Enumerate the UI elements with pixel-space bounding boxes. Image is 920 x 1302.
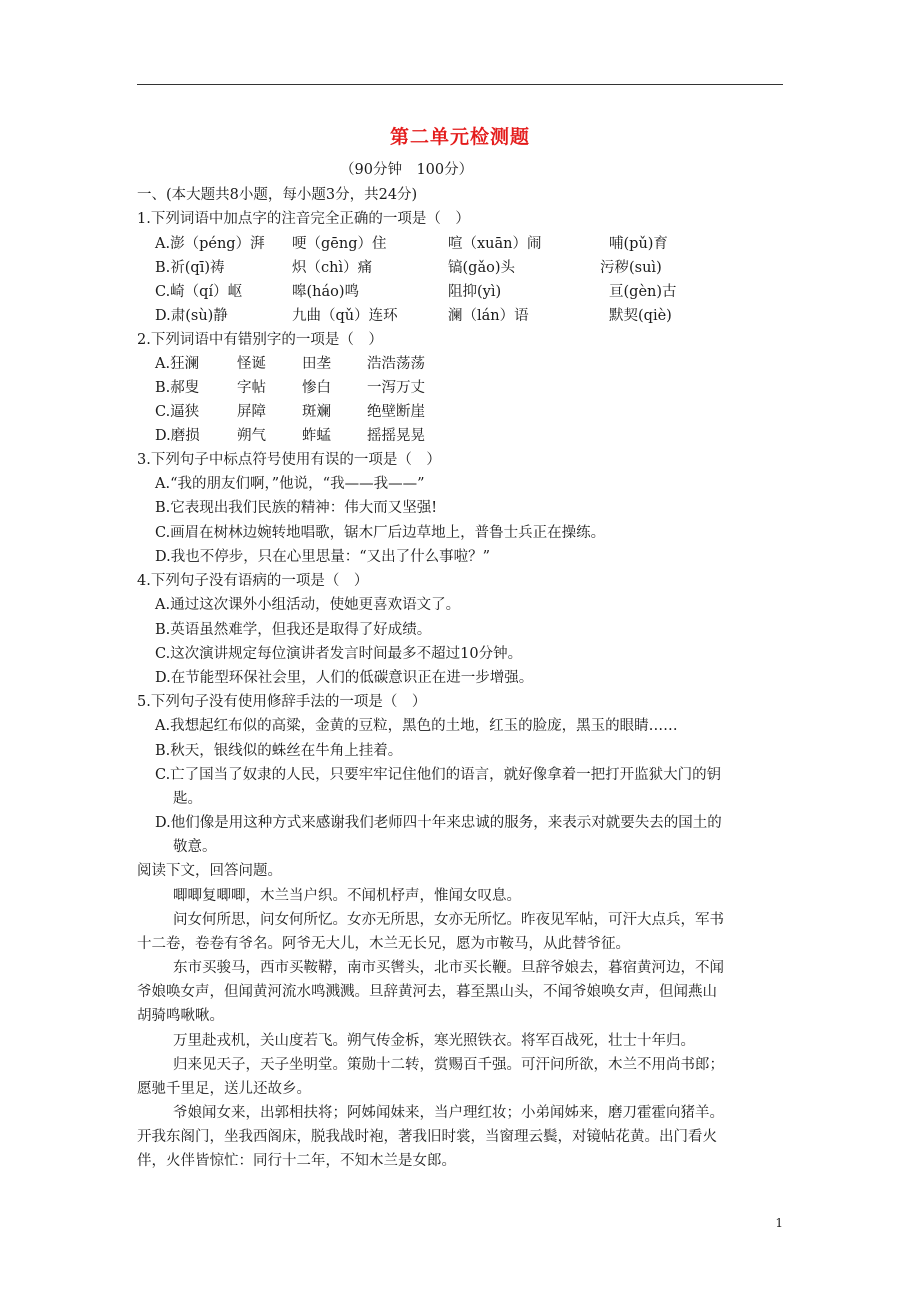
exam-duration-score: （90分钟 100分） — [340, 162, 474, 178]
q2-d-1: D.磨损 — [155, 428, 200, 444]
q1-b-2: 炽（chì）痛 — [292, 260, 373, 276]
q5-option-b: B.秋天，银线似的蛛丝在牛角上挂着。 — [155, 743, 403, 759]
q2-a-1: A.狂澜 — [155, 356, 200, 372]
q1-c-2: 嗥(háo)鸣 — [292, 284, 360, 300]
q2-c-4: 绝壁断崖 — [367, 404, 425, 420]
q1-a-4: 哺(pǔ)育 — [609, 236, 668, 252]
q2-b-4: 一泻万丈 — [367, 380, 425, 396]
q1-c-3: 阻抑(yì) — [448, 284, 502, 300]
passage-line: 归来见天子，天子坐明堂。策勋十二转，赏赐百千强。可汗问所欲，木兰不用尚书郎； — [173, 1057, 724, 1073]
passage-line: 爷娘唤女声，但闻黄河流水鸣溅溅。旦辞黄河去，暮至黑山头，不闻爷娘唤女声，但闻燕山 — [137, 984, 717, 1000]
q5-option-d: D.他们像是用这种方式来感谢我们老师四十年来忠诚的服务，来表示对就要失去的国土的 — [155, 815, 722, 831]
passage-line: 东市买骏马，西市买鞍鞯，南市买辔头，北市买长鞭。旦辞爷娘去，暮宿黄河边，不闻 — [173, 960, 724, 976]
q5-option-a: A.我想起红布似的高粱，金黄的豆粒，黑色的土地，红玉的脸庞，黑玉的眼睛…… — [155, 718, 678, 734]
passage-line: 十二卷，卷卷有爷名。阿爷无大儿，木兰无长兄，愿为市鞍马，从此替爷征。 — [137, 936, 630, 952]
q1-b-1: B.祈(qī)祷 — [155, 260, 225, 276]
question-4-stem: 4.下列句子没有语病的一项是（ ） — [137, 573, 369, 589]
passage-line: 问女何所思，问女何所忆。女亦无所思，女亦无所忆。昨夜见军帖，可汗大点兵，军书 — [173, 912, 724, 928]
q2-c-3: 斑斓 — [302, 404, 331, 420]
passage-line: 开我东阁门，坐我西阁床，脱我战时袍，著我旧时裳，当窗理云鬓，对镜帖花黄。出门看火 — [137, 1129, 717, 1145]
q5-option-c-cont: 匙。 — [173, 791, 202, 807]
q1-c-4: 亘(gèn)古 — [609, 284, 677, 300]
q2-b-1: B.郝叟 — [155, 380, 200, 396]
passage-line: 伴，火伴皆惊忙：同行十二年，不知木兰是女郎。 — [137, 1153, 456, 1169]
q4-option-a: A.通过这次课外小组活动，使她更喜欢语文了。 — [155, 597, 461, 613]
passage-line: 愿驰千里足，送儿还故乡。 — [137, 1081, 311, 1097]
passage-line: 胡骑鸣啾啾。 — [137, 1008, 224, 1024]
q2-a-2: 怪诞 — [237, 356, 266, 372]
passage-line: 唧唧复唧唧，木兰当户织。不闻机杼声，惟闻女叹息。 — [173, 888, 521, 904]
q2-d-3: 蚱蜢 — [302, 428, 331, 444]
q2-a-4: 浩浩荡荡 — [367, 356, 425, 372]
q3-option-b: B.它表现出我们民族的精神：伟大而又坚强! — [155, 500, 438, 516]
q2-b-3: 惨白 — [302, 380, 331, 396]
page-title: 第二单元检测题 — [389, 126, 530, 148]
q1-d-2: 九曲（qǔ）连环 — [292, 308, 398, 324]
q1-c-1: C.崎（qí）岖 — [155, 284, 243, 300]
reading-intro: 阅读下文，回答问题。 — [137, 863, 282, 879]
passage-line: 爷娘闻女来，出郭相扶将；阿姊闻妹来，当户理红妆；小弟闻姊来，磨刀霍霍向猪羊。 — [173, 1105, 724, 1121]
q1-d-1: D.肃(sù)静 — [155, 308, 228, 324]
q3-option-c: C.画眉在树林边婉转地唱歌，锯木厂后边草地上，普鲁士兵正在操练。 — [155, 525, 606, 541]
section-heading: 一、(本大题共8小题，每小题3分，共24分) — [137, 187, 418, 203]
q4-option-c: C.这次演讲规定每位演讲者发言时间最多不超过10分钟。 — [155, 646, 523, 662]
q3-option-d: D.我也不停步，只在心里思量：“又出了什么事啦？” — [155, 549, 491, 565]
q2-a-3: 田垄 — [302, 356, 331, 372]
q5-option-d-cont: 敬意。 — [173, 839, 217, 855]
question-3-stem: 3.下列句子中标点符号使用有误的一项是（ ） — [137, 452, 441, 468]
q1-b-4: 污秽(suì) — [600, 260, 662, 276]
q2-c-1: C.逼狭 — [155, 404, 200, 420]
q3-option-a: A.“我的朋友们啊，”他说，“我——我——” — [155, 476, 425, 492]
q2-b-2: 字帖 — [237, 380, 266, 396]
q4-option-d: D.在节能型环保社会里，人们的低碳意识正在进一步增强。 — [155, 670, 534, 686]
q1-d-4: 默契(qiè) — [609, 308, 672, 324]
question-1-stem: 1.下列词语中加点字的注音完全正确的一项是（ ） — [137, 211, 470, 227]
passage-line: 万里赴戎机，关山度若飞。朔气传金柝，寒光照铁衣。将军百战死，壮士十年归。 — [173, 1033, 695, 1049]
q2-d-2: 朔气 — [237, 428, 266, 444]
q1-a-1: A.澎（péng）湃 — [155, 236, 265, 252]
q2-c-2: 屏障 — [237, 404, 266, 420]
q1-b-3: 镐(gǎo)头 — [448, 260, 515, 276]
q4-option-b: B.英语虽然难学，但我还是取得了好成绩。 — [155, 622, 432, 638]
question-5-stem: 5.下列句子没有使用修辞手法的一项是（ ） — [137, 694, 427, 710]
page-number: 1 — [775, 1216, 783, 1230]
q1-a-2: 哽（gēng）住 — [292, 236, 387, 252]
q1-a-3: 喧（xuān）闹 — [448, 236, 542, 252]
q2-d-4: 摇摇晃晃 — [367, 428, 425, 444]
header-rule — [137, 84, 783, 85]
q1-d-3: 澜（lán）语 — [448, 308, 529, 324]
q5-option-c: C.亡了国当了奴隶的人民，只要牢牢记住他们的语言，就好像拿着一把打开监狱大门的钥 — [155, 767, 722, 783]
question-2-stem: 2.下列词语中有错别字的一项是（ ） — [137, 332, 383, 348]
